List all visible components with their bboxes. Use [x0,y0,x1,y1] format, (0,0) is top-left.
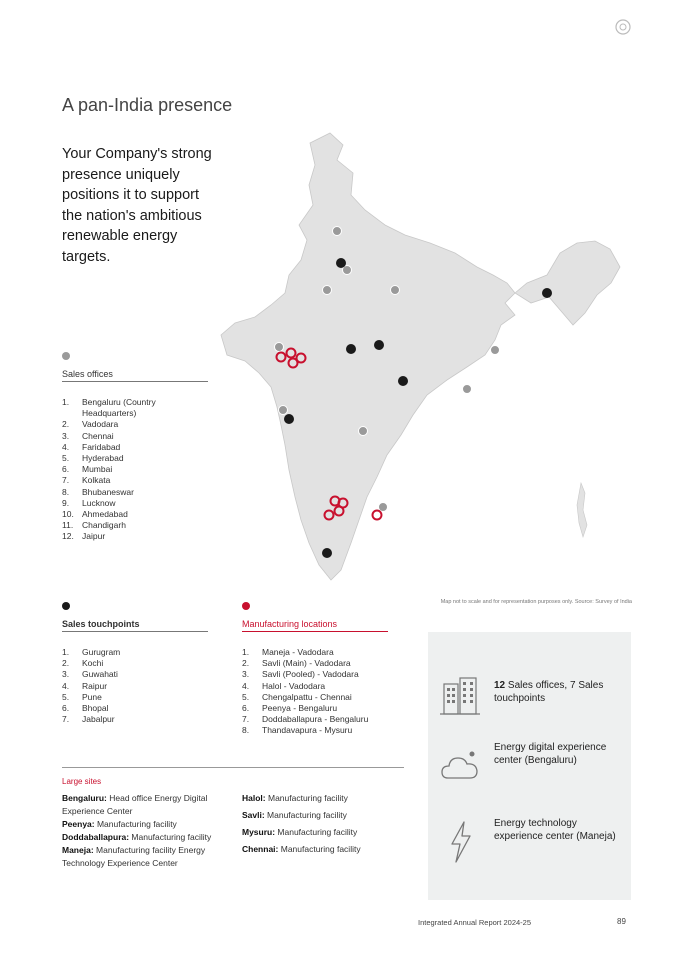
marker-touchpoint [346,344,356,354]
list-item: 9. Lucknow [62,497,116,508]
list-item: 1. Bengaluru (Country Headquarters) [62,397,156,419]
large-sites-divider [62,767,404,768]
large-site-entry: Peenya: Manufacturing facility [62,819,177,829]
list-item: 5. Hyderabad [62,453,124,464]
large-sites-heading: Large sites [62,777,102,786]
sales-offices-heading: Sales offices [62,369,208,382]
large-site-entry: Chennai: Manufacturing facility [242,844,361,854]
list-item: 4. Halol - Vadodara [242,680,326,691]
marker-sales-office [333,227,342,236]
large-site-entry: Maneja: Manufacturing facility Energy Technology Experience Center [62,845,206,868]
panel-technology-center-text: Energy technology experience center (Maneja) [494,818,616,842]
list-item: 8. Thandavapura - Mysuru [242,725,353,736]
list-item: 10. Ahmedabad [62,509,128,520]
marker-sales-office [491,346,500,355]
marker-sales-office [275,343,284,352]
buildings-icon [440,674,480,718]
large-site-entry: Bengaluru: Head office Energy Digital Experience Center [62,793,208,816]
manufacturing-legend-dot [242,602,250,610]
panel-item-digital-center [428,740,631,800]
list-item: 6. Bhopal [62,703,109,714]
list-item: 1. Maneja - Vadodara [242,647,334,657]
footer-report-title: Integrated Annual Report 2024-25 [418,918,532,927]
marker-touchpoint [542,288,552,298]
marker-sales-office [359,427,368,436]
marker-sales-office [379,503,388,512]
panel-offices-text: 12 Sales offices, 7 Sales touchpoints [494,680,604,704]
panel-item-offices [428,670,631,730]
manufacturing-list [242,647,412,737]
india-map [215,125,625,600]
islands [577,483,587,537]
list-item: 6. Mumbai [62,464,113,475]
list-item: 2. Savli (Main) - Vadodara [242,658,351,669]
large-site-entry: Doddaballapura: Manufacturing facility [62,832,212,842]
marker-touchpoint [336,258,346,268]
lightning-icon [440,820,480,864]
list-item: 5. Pune [62,691,102,702]
india-outline [221,133,515,580]
list-item: 3. Guwahati [62,669,118,680]
marker-touchpoint [398,376,408,386]
touchpoints-heading: Sales touchpoints [62,619,208,632]
panel-item-technology-center [428,816,631,876]
list-item: 8. Bhubaneswar [62,486,134,497]
map-disclaimer: Map not to scale and for representation purposes only. Source: Survey of India [440,599,632,605]
manufacturing-heading: Manufacturing locations [242,619,388,632]
sales-offices-list [62,397,212,543]
highlights-panel [428,632,631,900]
touchpoints-legend-dot [62,602,70,610]
page-title: A pan-India presence [62,95,233,115]
marker-sales-office [279,406,288,415]
list-item: 5. Chengalpattu - Chennai [242,691,352,702]
touchpoints-list [62,647,212,725]
list-item: 6. Peenya - Bengaluru [242,703,338,714]
list-item: 12. Jaipur [62,531,106,542]
list-item: 2. Vadodara [62,419,119,430]
large-site-entry: Savli: Manufacturing facility [242,810,347,820]
cloud-icon [440,744,480,788]
large-site-entry: Mysuru: Manufacturing facility [242,827,358,837]
list-item: 7. Doddaballapura - Bengaluru [242,714,369,725]
marker-touchpoint [322,548,332,558]
marker-sales-office [323,286,332,295]
list-item: 2. Kochi [62,658,104,669]
marker-touchpoint [284,414,294,424]
list-item: 4. Faridabad [62,441,121,452]
large-sites-right [242,792,412,856]
list-item: 3. Savli (Pooled) - Vadodara [242,669,359,680]
list-item: 11. Chandigarh [62,520,126,531]
large-sites-left [62,792,242,870]
marker-sales-office [463,385,472,394]
intro-text: Your Company's strong presence uniquely positions it to support the nation's ambitious renewable energy targets. [62,146,212,265]
northeast-outline [515,241,620,325]
list-item: 1. Gurugram [62,647,121,657]
footer-page-number: 89 [617,917,626,926]
marker-manufacturing [373,511,382,520]
list-item: 7. Jabalpur [62,714,115,725]
list-item: 3. Chennai [62,430,114,441]
large-site-entry: Halol: Manufacturing facility [242,793,348,803]
list-item: 7. Kolkata [62,475,111,486]
marker-sales-office [391,286,400,295]
corner-logo-icon [614,18,632,36]
panel-digital-center-text: Energy digital experience center (Bengaluru) [494,742,607,766]
marker-touchpoint [374,340,384,350]
list-item: 4. Raipur [62,680,108,691]
sales-offices-legend-dot [62,352,70,360]
